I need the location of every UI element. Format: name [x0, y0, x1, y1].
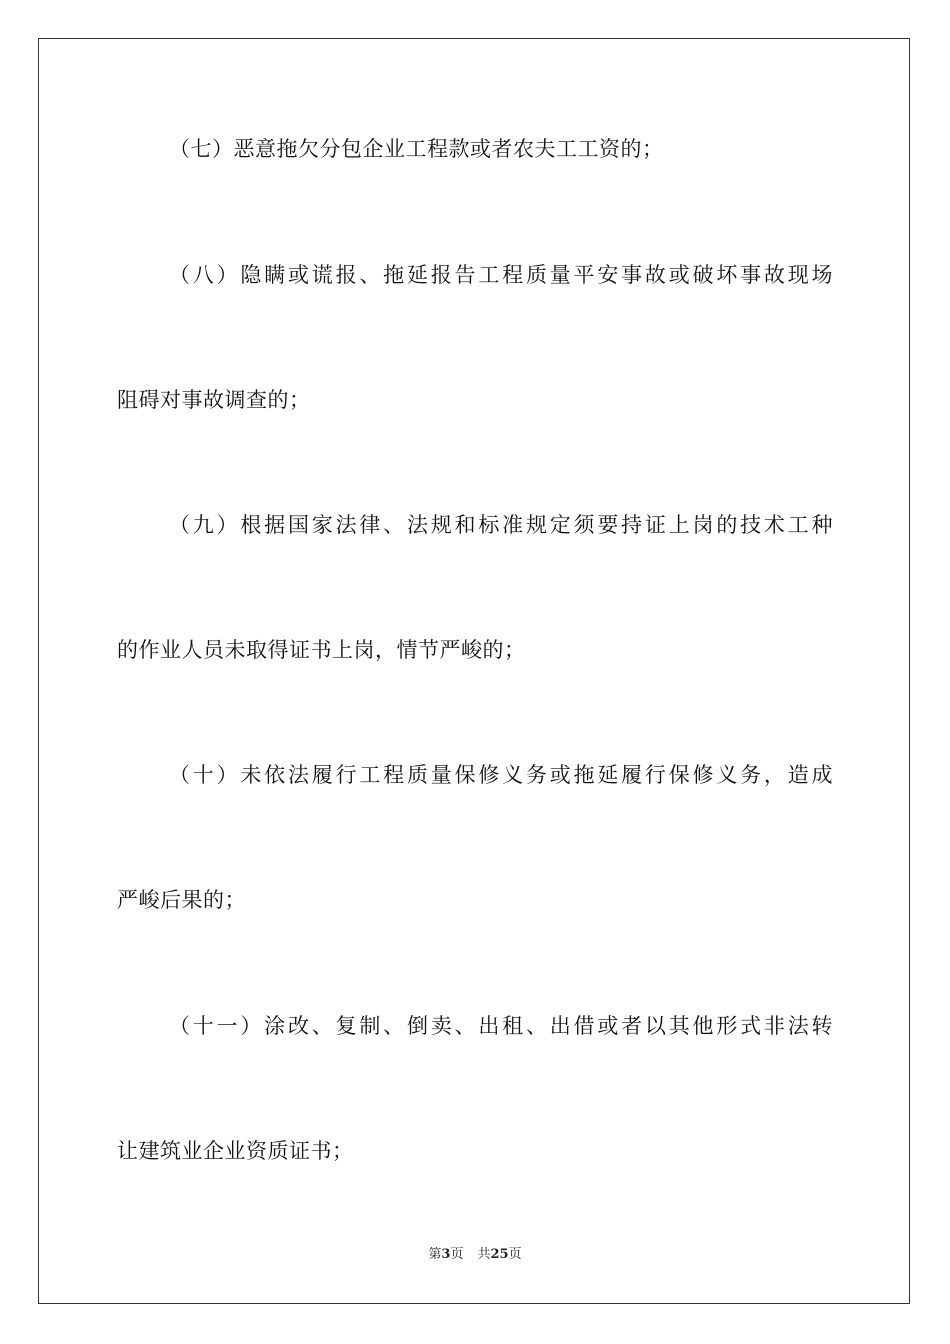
paragraph-11-line-2: 让建筑业企业资质证书； [117, 1139, 354, 1163]
paragraph-10-line-2: 严峻后果的； [117, 888, 246, 912]
paragraph-8-line-1: （八）隐瞒或谎报、拖延报告工程质量平安事故或破坏事故现场 [169, 263, 833, 287]
paragraph-11-line-1: （十一）涂改、复制、倒卖、出租、出借或者以其他形式非法转 [169, 1014, 833, 1038]
page-prefix: 第 [428, 1247, 442, 1262]
total-pages: 25 [490, 1247, 509, 1262]
page-border [38, 38, 910, 1304]
paragraph-8-line-2: 阻碍对事故调查的； [117, 388, 311, 412]
page-suffix: 页 [450, 1247, 464, 1262]
total-suffix: 页 [508, 1247, 522, 1262]
page-footer [0, 1246, 950, 1264]
total-prefix: 共 [477, 1247, 491, 1262]
page-number: 3 [441, 1247, 451, 1262]
paragraph-9-line-1: （九）根据国家法律、法规和标准规定须要持证上岗的技术工种 [169, 513, 833, 537]
paragraph-9-line-2: 的作业人员未取得证书上岗，情节严峻的； [117, 638, 526, 662]
paragraph-7: （七）恶意拖欠分包企业工程款或者农夫工工资的； [169, 137, 664, 161]
paragraph-10-line-1: （十）未依法履行工程质量保修义务或拖延履行保修义务，造成 [169, 763, 833, 787]
